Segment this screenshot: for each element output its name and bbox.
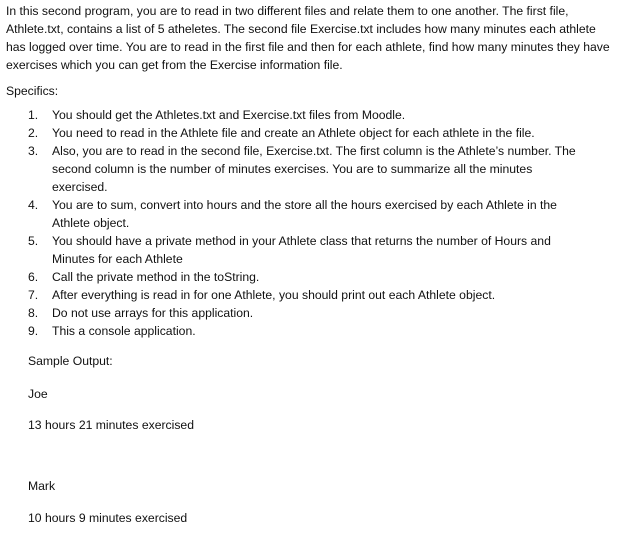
list-item-number: 7. — [28, 288, 39, 302]
list-item-text: You should have a private method in your Athlete class that returns the number of Hours and Minutes for each Athlete — [52, 234, 551, 266]
list-item-number: 8. — [28, 306, 39, 320]
list-item-text: After everything is read in for one Athlete, you should print out each Athlete object. — [52, 288, 496, 302]
list-item — [6, 106, 624, 124]
list-item — [6, 232, 624, 268]
list-item-number: 1. — [28, 108, 39, 122]
sample-output-heading: Sample Output: — [28, 354, 113, 368]
sample-athlete-name: Mark — [28, 479, 56, 493]
list-item-text: This a console application. — [52, 324, 196, 338]
intro-paragraph: In this second program, you are to read in two different files and relate them to one another. The first file, Athlete.txt, contains a list of 5 atheletes. The second file Exercise.txt includes how many minutes each athlete has logged over time. You are to read in the first file and then for each athlete, find how many minutes they have exercises which you can get from the Exercise information file. — [6, 4, 610, 72]
list-item — [6, 304, 624, 322]
list-item — [6, 268, 624, 286]
list-item-text: Also, you are to read in the second file, Exercise.txt. The first column is the Athlete’s number. The second column is the number of minutes exercises. You are to summarize all the minutes exercised. — [52, 144, 576, 194]
list-item — [6, 322, 624, 340]
list-item — [6, 142, 624, 196]
specifics-heading: Specifics: — [6, 84, 59, 98]
sample-athlete-hours: 10 hours 9 minutes exercised — [28, 511, 188, 525]
list-item-text: Call the private method in the toString. — [52, 270, 260, 284]
list-item-text: You need to read in the Athlete file and create an Athlete object for each athlete in the file. — [52, 126, 535, 140]
document-page — [6, 2, 624, 527]
sample-athlete-hours: 13 hours 21 minutes exercised — [28, 418, 194, 432]
list-item-number: 2. — [28, 126, 39, 140]
list-item-number: 3. — [28, 144, 39, 158]
list-item-text: You are to sum, convert into hours and the store all the hours exercised by each Athlete in the Athlete object. — [52, 198, 557, 230]
list-item — [6, 196, 624, 232]
list-item-text: Do not use arrays for this application. — [52, 306, 254, 320]
list-item-number: 9. — [28, 324, 39, 338]
list-item — [6, 124, 624, 142]
list-item — [6, 286, 624, 304]
list-item-number: 5. — [28, 234, 39, 248]
sample-athlete-name: Joe — [28, 387, 48, 401]
specifics-list — [6, 106, 624, 340]
list-item-text: You should get the Athletes.txt and Exercise.txt files from Moodle. — [52, 108, 406, 122]
list-item-number: 4. — [28, 198, 39, 212]
list-item-number: 6. — [28, 270, 39, 284]
